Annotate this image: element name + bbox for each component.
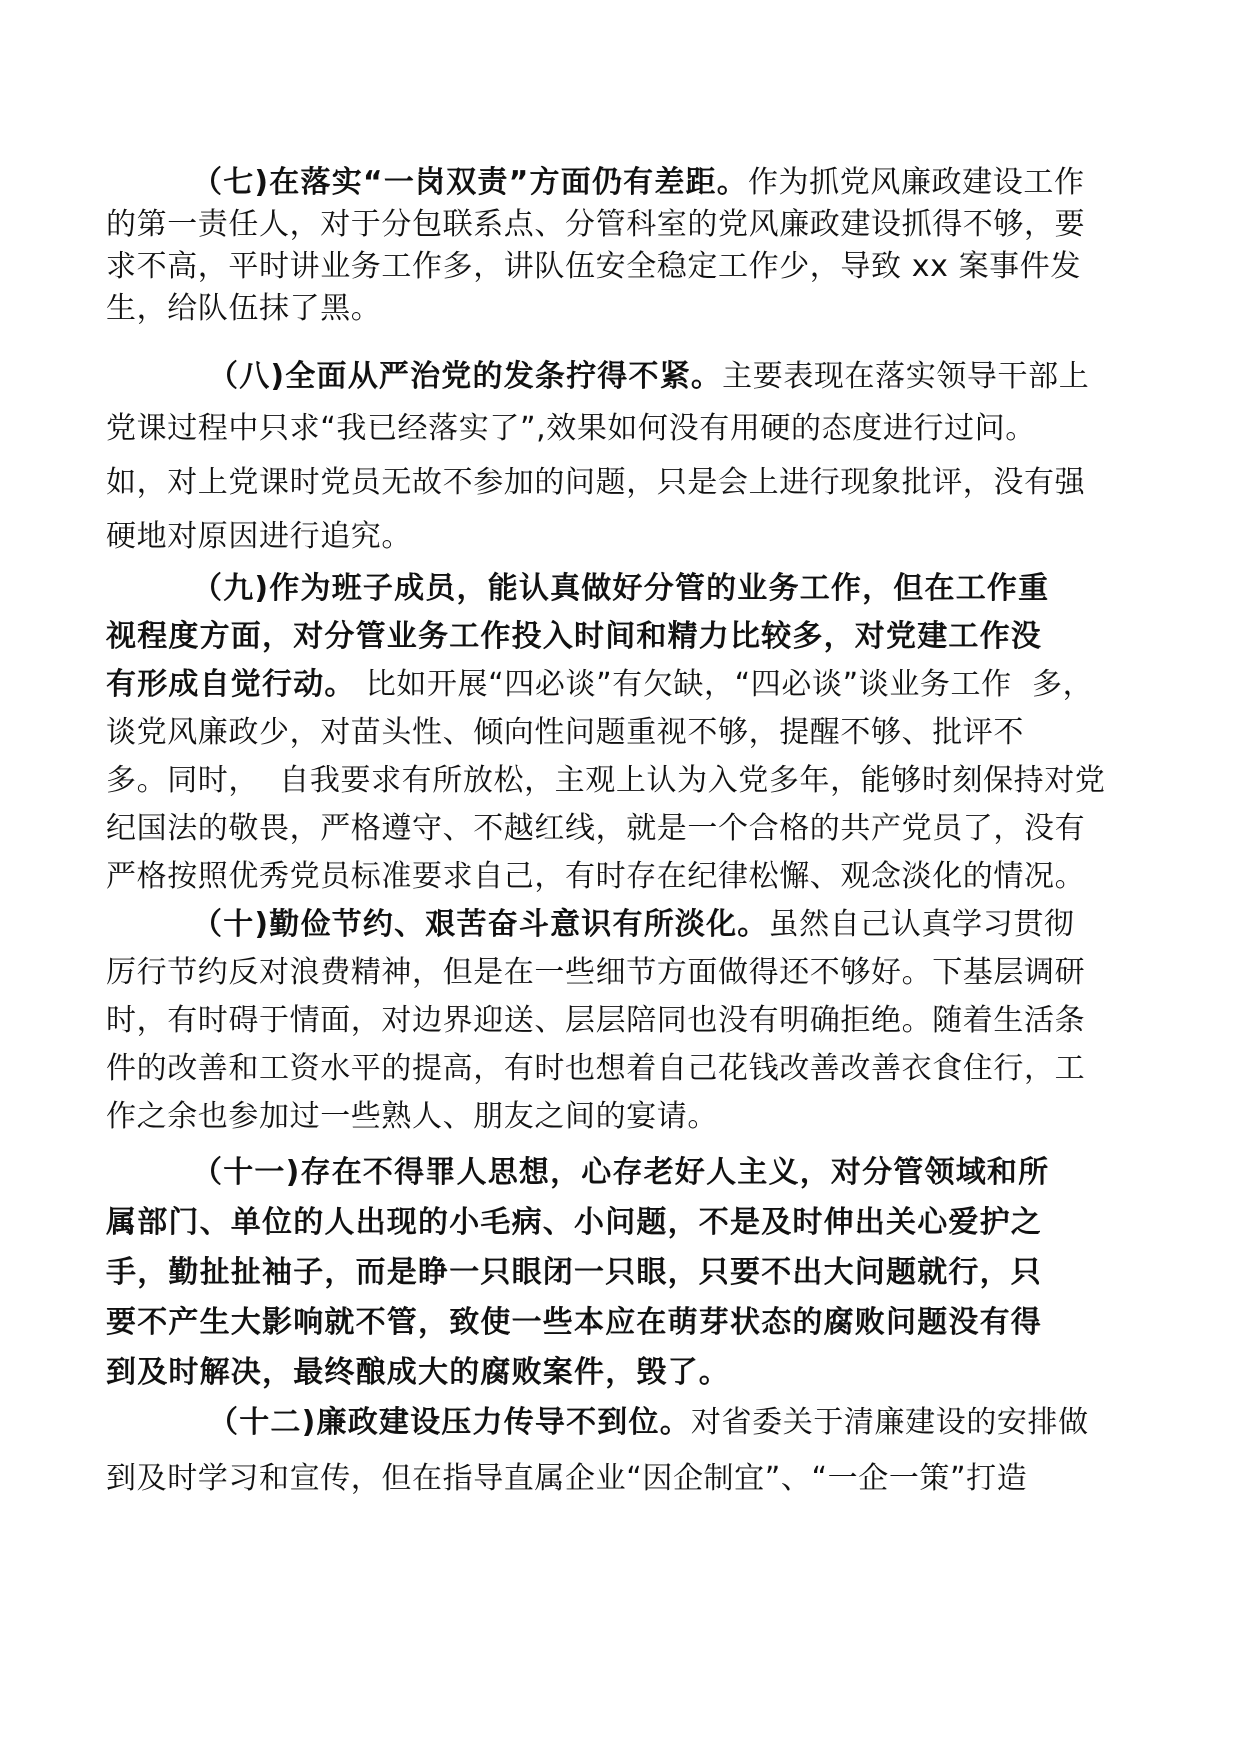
paragraph-11-line-2 [106, 1204, 1042, 1242]
paragraph-11-heading: 手，勤扯扯袖子，而是睁一只眼闭一只眼，只要不出大问题就行，只 [106, 1255, 1042, 1290]
paragraph-9-line-5 [106, 762, 1105, 800]
paragraph-8-line-2 [106, 410, 1036, 448]
paragraph-11-heading: （十一)存在不得罪人思想，心存老好人主义，对分管领域和所 [192, 1155, 1050, 1190]
paragraph-11-heading: 要不产生大影响就不管，致使一些本应在萌芽状态的腐败问题没有得 [106, 1305, 1042, 1340]
paragraph-9-heading: 视程度方面，对分管业务工作投入时间和精力比较多，对党建工作没 [106, 619, 1042, 654]
paragraph-10-heading: （十)勤俭节约、艰苦奋斗意识有所淡化。 [192, 907, 769, 942]
paragraph-text: 到及时学习和宣传，但在指导直属企业“因企制宜”、“一企一策”打造 [106, 1461, 1028, 1496]
paragraph-7-line-3 [106, 248, 1081, 286]
paragraph-10-line-5 [106, 1098, 718, 1136]
paragraph-text: 硬地对原因进行追究。 [106, 519, 412, 554]
paragraph-9-line-7 [106, 858, 1085, 896]
paragraph-text: 的第一责任人，对于分包联系点、分管科室的党风廉政建设抓得不够，要 [106, 207, 1086, 242]
paragraph-11-line-1 [192, 1154, 1049, 1192]
paragraph-9-line-1 [192, 570, 1049, 608]
paragraph-7-line-2 [106, 206, 1085, 244]
paragraph-text: 求不高，平时讲业务工作多，讲队伍安全稳定工作少，导致 xx 案事件发 [106, 249, 1081, 284]
paragraph-7-text: 作为抓党风廉政建设工作 [747, 165, 1085, 200]
paragraph-text: 厉行节约反对浪费精神，但是在一些细节方面做得还不够好。下基层调研 [106, 955, 1086, 990]
paragraph-12-line-2 [106, 1460, 1027, 1498]
paragraph-8-line-3 [106, 464, 1085, 502]
paragraph-text: 谈党风廉政少，对苗头性、倾向性问题重视不够，提醒不够、批评不 [106, 715, 1024, 750]
paragraph-10-text: 虽然自己认真学习贯彻 [768, 907, 1075, 942]
paragraph-text: 件的改善和工资水平的提高，有时也想着自己花钱改善改善衣食住行，工 [106, 1051, 1086, 1086]
paragraph-12-heading: （十二)廉政建设压力传导不到位。 [208, 1405, 691, 1440]
paragraph-8-heading: （八)全面从严治党的发条拧得不紧。 [208, 359, 723, 394]
paragraph-text: 如，对上党课时党员无故不参加的问题，只是会上进行现象批评，没有强 [106, 465, 1086, 500]
paragraph-9-text: 比如开展“四必谈”有欠缺，“四必谈”谈业务工作 多， [355, 667, 1094, 702]
paragraph-12-line-1 [208, 1404, 1089, 1442]
paragraph-11-line-5 [106, 1354, 730, 1392]
paragraph-text: 多。同时， 自我要求有所放松，主观上认为入党多年，能够时刻保持对党 [106, 763, 1106, 798]
paragraph-text: 时，有时碍于情面，对边界迎送、层层陪同也没有明确拒绝。随着生活条 [106, 1003, 1086, 1038]
paragraph-7-line-4 [106, 290, 381, 328]
paragraph-text: 严格按照优秀党员标准要求自己，有时存在纪律松懈、观念淡化的情况。 [106, 859, 1086, 894]
paragraph-7-heading: （七)在落实“一岗双责”方面仍有差距。 [192, 165, 748, 200]
paragraph-text: 作之余也参加过一些熟人、朋友之间的宴请。 [106, 1099, 718, 1134]
paragraph-11-line-3 [106, 1254, 1042, 1292]
paragraph-text: 纪国法的敬畏，严格遵守、不越红线，就是一个合格的共产党员了，没有 [106, 811, 1086, 846]
paragraph-8-line-1 [208, 358, 1089, 396]
paragraph-8-text: 主要表现在落实领导干部上 [722, 359, 1090, 394]
paragraph-11-line-4 [106, 1304, 1042, 1342]
paragraph-9-heading: （九)作为班子成员，能认真做好分管的业务工作，但在工作重 [192, 571, 1050, 606]
paragraph-7-line-1 [192, 164, 1085, 202]
paragraph-9-line-3 [106, 666, 1093, 704]
paragraph-11-heading: 属部门、单位的人出现的小毛病、小问题，不是及时伸出关心爱护之 [106, 1205, 1042, 1240]
paragraph-9-line-2 [106, 618, 1042, 656]
paragraph-9-line-6 [106, 810, 1085, 848]
paragraph-text: 党课过程中只求“我已经落实了”,效果如何没有用硬的态度进行过问。 [106, 411, 1036, 446]
paragraph-8-line-4 [106, 518, 412, 556]
paragraph-10-line-2 [106, 954, 1085, 992]
paragraph-9-heading: 有形成自觉行动。 [106, 667, 356, 702]
paragraph-11-heading: 到及时解决，最终酿成大的腐败案件，毁了。 [106, 1355, 730, 1390]
paragraph-10-line-4 [106, 1050, 1085, 1088]
paragraph-10-line-3 [106, 1002, 1085, 1040]
paragraph-12-text: 对省委关于清廉建设的安排做 [690, 1405, 1089, 1440]
paragraph-9-line-4 [106, 714, 1024, 752]
paragraph-text: 生，给队伍抹了黑。 [106, 291, 382, 326]
paragraph-10-line-1 [192, 906, 1075, 944]
